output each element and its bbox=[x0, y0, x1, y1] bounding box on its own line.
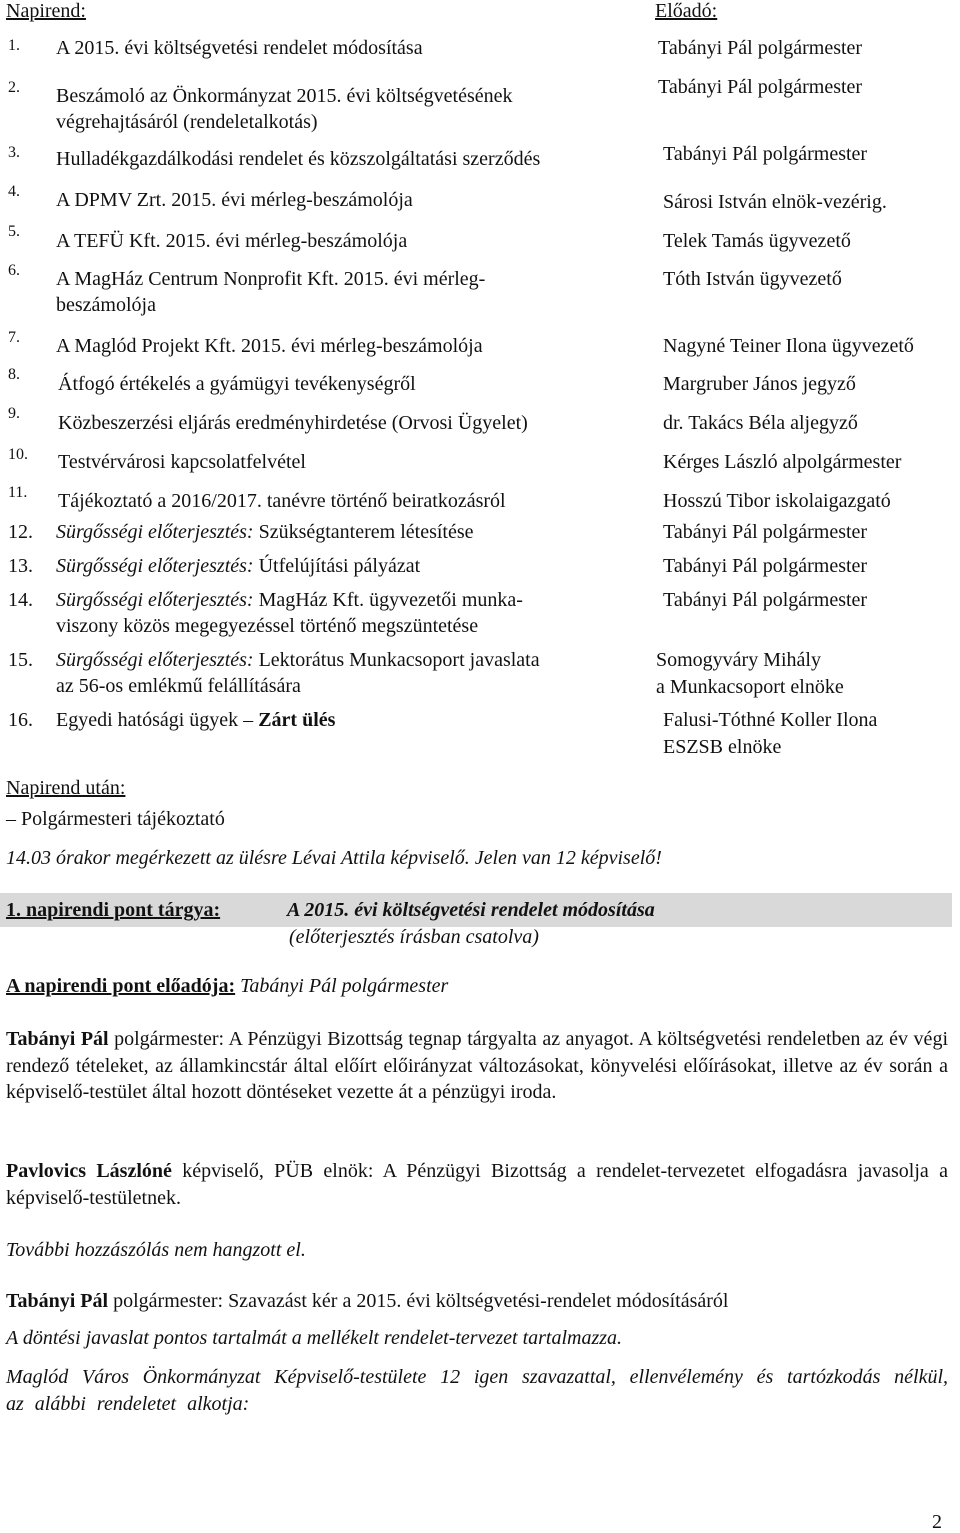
minutes-paragraph-3 bbox=[6, 1288, 948, 1315]
agenda-item-number: 2. bbox=[8, 79, 20, 96]
agenda-item-title bbox=[56, 35, 423, 61]
agenda-item-number: 6. bbox=[8, 262, 20, 279]
agenda-item-title-text: Hulladékgazdálkodási rendelet és közszolgáltatási szerződés bbox=[56, 148, 541, 170]
speaker-role: polgármester: bbox=[108, 1028, 225, 1050]
topic-presenter-line bbox=[6, 973, 448, 999]
agenda-item-number: 12. bbox=[8, 521, 33, 543]
agenda-item-number: 16. bbox=[8, 709, 33, 731]
agenda-item-presenter: a Munkacsoport elnöke bbox=[656, 676, 844, 698]
arrival-note: 14.03 órakor megérkezett az ülésre Lévai Attila képviselő. Jelen van 12 képviselő! bbox=[6, 847, 662, 869]
agenda-item-presenter: Somogyváry Mihály bbox=[656, 649, 821, 671]
agenda-item-number: 3. bbox=[8, 144, 20, 161]
agenda-item-presenter: Falusi-Tóthné Koller Ilona bbox=[663, 709, 878, 731]
agenda-item-number: 11. bbox=[8, 484, 28, 501]
agenda-item-number: 4. bbox=[8, 183, 20, 200]
agenda-item-title bbox=[58, 371, 416, 397]
speech-text: A Pénzügyi Bizottság a rendelet-tervezetet elfogadásra javasolja a képviselő-testületnek. bbox=[6, 1160, 949, 1209]
after-agenda-item: – Polgármesteri tájékoztató bbox=[6, 808, 225, 830]
speaker-role: képviselő, PÜB elnök: bbox=[171, 1160, 374, 1182]
minutes-note-no-comments: További hozzászólás nem hangzott el. bbox=[6, 1239, 306, 1261]
after-agenda-heading: Napirend után: bbox=[6, 777, 126, 799]
agenda-item-title-text: Testvérvárosi kapcsolatfelvétel bbox=[58, 451, 306, 473]
agenda-item-title bbox=[58, 449, 306, 475]
presenter-heading: Előadó: bbox=[655, 0, 718, 22]
agenda-item-title bbox=[56, 707, 335, 733]
urgent-label: Sürgősségi előterjesztés: bbox=[56, 521, 254, 543]
agenda-item-title bbox=[56, 292, 156, 318]
page-number: 2 bbox=[932, 1511, 942, 1533]
agenda-item-title-text: beszámolója bbox=[56, 294, 156, 316]
presenter-label: A napirendi pont előadója: bbox=[6, 975, 236, 997]
urgent-label: Sürgősségi előterjesztés: bbox=[56, 589, 254, 611]
speech-text: Szavazást kér a 2015. évi költségvetési-rendelet módosításáról bbox=[223, 1290, 729, 1312]
agenda-item-title bbox=[58, 488, 506, 514]
agenda-item-title bbox=[56, 333, 483, 359]
urgent-label: Sürgősségi előterjesztés: bbox=[56, 649, 254, 671]
agenda-item-title bbox=[56, 673, 301, 699]
agenda-item-presenter: Margruber János jegyző bbox=[663, 373, 856, 395]
agenda-item-title-text: A Maglód Projekt Kft. 2015. évi mérleg-beszámolója bbox=[56, 335, 483, 357]
agenda-item-number: 7. bbox=[8, 329, 20, 346]
agenda-item-title bbox=[56, 266, 485, 292]
agenda-item-presenter: Tóth István ügyvezető bbox=[663, 268, 842, 290]
agenda-item-title-text: A 2015. évi költségvetési rendelet módosítása bbox=[56, 37, 423, 59]
minutes-paragraph-1 bbox=[6, 1026, 948, 1106]
agenda-item-presenter: Tabányi Pál polgármester bbox=[658, 76, 863, 98]
agenda-item-title-text: Egyedi hatósági ügyek – bbox=[56, 709, 259, 731]
agenda-item-title bbox=[56, 83, 513, 109]
minutes-resolution: Maglód Város Önkormányzat Képviselő-testülete 12 igen szavazattal, ellenvélemény és tartózkodás nélkül, az alábbi rendeletet alkotja: bbox=[6, 1366, 948, 1415]
agenda-item-title-text: Útfelújítási pályázat bbox=[253, 555, 421, 577]
agenda-item-presenter: dr. Takács Béla aljegyző bbox=[663, 412, 858, 434]
agenda-item-number: 5. bbox=[8, 223, 20, 240]
speaker-role: polgármester: bbox=[108, 1290, 224, 1312]
speaker: Tabányi Pál bbox=[6, 1290, 109, 1312]
agenda-item-title bbox=[56, 228, 407, 254]
agenda-item-number: 15. bbox=[8, 649, 33, 671]
agenda-item-presenter: Hosszú Tibor iskolaigazgató bbox=[663, 490, 891, 512]
minutes-paragraph-2 bbox=[6, 1158, 948, 1211]
agenda-item-title-text: A MagHáz Centrum Nonprofit Kft. 2015. évi mérleg- bbox=[56, 268, 486, 290]
agenda-item-number: 1. bbox=[8, 37, 20, 54]
agenda-item-presenter: Nagyné Teiner Ilona ügyvezető bbox=[663, 335, 914, 357]
speaker: Tabányi Pál bbox=[6, 1028, 109, 1050]
agenda-item-title-text: A DPMV Zrt. 2015. évi mérleg-beszámolója bbox=[56, 189, 413, 211]
agenda-item-number: 13. bbox=[8, 555, 33, 577]
agenda-item-number: 10. bbox=[8, 446, 28, 463]
agenda-item-title-text: az 56-os emlékmű felállítására bbox=[56, 675, 301, 697]
topic-title: A 2015. évi költségvetési rendelet módosítása bbox=[287, 899, 655, 921]
agenda-item-presenter: Tabányi Pál polgármester bbox=[663, 555, 868, 577]
agenda-heading: Napirend: bbox=[6, 0, 86, 22]
agenda-item-title bbox=[56, 587, 523, 613]
speech-text: A Pénzügyi Bizottság tegnap tárgyalta az anyagot. A költségvetési rendeletben az év végi rendező tételeket, az államkincstár által előírt előirányzat változásokat, könyvelési előírásokat, illetve az év során a képviselő-testület által hozott döntéseket vezette át a pénzügyi iroda. bbox=[6, 1028, 948, 1103]
speaker: Pavlovics Lászlóné bbox=[6, 1160, 172, 1182]
agenda-item-title-text: A TEFÜ Kft. 2015. évi mérleg-beszámolója bbox=[56, 230, 408, 252]
agenda-item-number: 9. bbox=[8, 405, 20, 422]
agenda-item-title bbox=[56, 109, 318, 135]
agenda-item-title-text: viszony közös megegyezéssel történő megszüntetése bbox=[56, 615, 479, 637]
agenda-item-number: 8. bbox=[8, 366, 20, 383]
agenda-item-title bbox=[58, 410, 528, 436]
agenda-item-title-text: Beszámoló az Önkormányzat 2015. évi költségvetésének bbox=[56, 85, 513, 107]
agenda-item-presenter: Tabányi Pál polgármester bbox=[663, 521, 868, 543]
agenda-item-presenter: Tabányi Pál polgármester bbox=[663, 143, 868, 165]
agenda-item-title bbox=[56, 146, 540, 172]
agenda-item-presenter: Kérges László alpolgármester bbox=[663, 451, 902, 473]
closed-session-label: Zárt ülés bbox=[258, 709, 336, 731]
agenda-item-title-text: Szükségtanterem létesítése bbox=[253, 521, 474, 543]
topic-note: (előterjesztés írásban csatolva) bbox=[289, 926, 539, 948]
agenda-item-title-text: Lektorátus Munkacsoport javaslata bbox=[253, 649, 540, 671]
agenda-item-title-text: Átfogó értékelés a gyámügyi tevékenységről bbox=[58, 373, 416, 395]
agenda-item-title bbox=[56, 187, 413, 213]
minutes-note-proposal: A döntési javaslat pontos tartalmát a mellékelt rendelet-tervezet tartalmazza. bbox=[6, 1327, 623, 1349]
agenda-item-presenter: Sárosi István elnök-vezérig. bbox=[663, 191, 887, 213]
agenda-item-presenter: ESZSB elnöke bbox=[663, 736, 782, 758]
agenda-item-title-text: Közbeszerzési eljárás eredményhirdetése (Orvosi Ügyelet) bbox=[58, 412, 528, 434]
agenda-item-presenter: Tabányi Pál polgármester bbox=[658, 37, 863, 59]
urgent-label: Sürgősségi előterjesztés: bbox=[56, 555, 254, 577]
agenda-item-title-text: MagHáz Kft. ügyvezetői munka- bbox=[253, 589, 523, 611]
presenter-name: Tabányi Pál polgármester bbox=[240, 975, 449, 997]
agenda-item-title bbox=[56, 519, 474, 545]
agenda-item-title-text: végrehajtásáról (rendeletalkotás) bbox=[56, 111, 318, 133]
agenda-item-title bbox=[56, 647, 540, 673]
agenda-item-presenter: Tabányi Pál polgármester bbox=[663, 589, 868, 611]
agenda-item-title-text: Tájékoztató a 2016/2017. tanévre történő beiratkozásról bbox=[58, 490, 506, 512]
agenda-item-title bbox=[56, 613, 478, 639]
topic-label: 1. napirendi pont tárgya: bbox=[6, 899, 221, 921]
agenda-item-title bbox=[56, 553, 420, 579]
agenda-item-number: 14. bbox=[8, 589, 33, 611]
agenda-item-presenter: Telek Tamás ügyvezető bbox=[663, 230, 851, 252]
